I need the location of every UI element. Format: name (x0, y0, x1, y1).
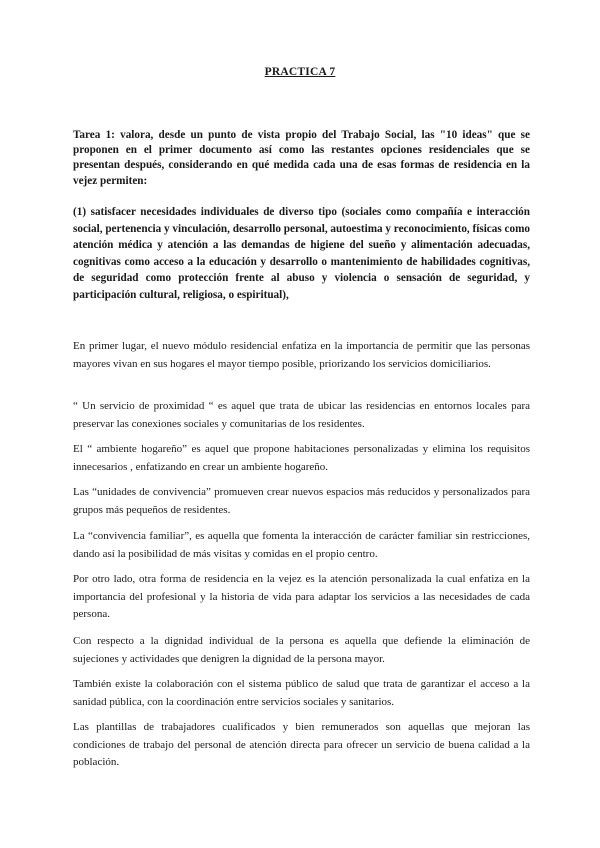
task-statement: Tarea 1: valora, desde un punto de vista propio del Trabajo Social, las "10 ideas" que se proponen en el primer documento así como las restantes opciones residenciales que se presentan después, considerando en qué medida cada una de esas formas de residencia en la vejez permiten: (73, 129, 530, 187)
paragraph-1: En primer lugar, el nuevo módulo residencial enfatiza en la importancia de permitir que las personas mayores vivan en sus hogares el mayor tiempo posible, priorizando los servicios domiciliarios. (73, 340, 530, 370)
paragraph-7: Con respecto a la dignidad individual de la persona es aquella que defiende la eliminación de sujeciones y actividades que denigren la dignidad de la persona mayor. (73, 635, 530, 665)
paragraph-5: La “convivencia familiar”, es aquella que fomenta la interacción de carácter familiar sin restricciones, dando así la posibilidad de más visitas y comidas en el propio centro. (73, 530, 530, 560)
needs-statement: (1) satisfacer necesidades individuales de diverso tipo (sociales como compañía e interacción social, pertenencia y vinculación, desarrollo personal, autoestima y reconocimiento, físicas como atención médica y atención a las demandas de higiene del sueño y alimentación adecuadas, cognitivas como acceso a la educación y desarrollo o mantenimiento de habilidades cognitivas, de seguridad como protección frente al abuso y violencia o sensación de seguridad, y participación cultural, religiosa, o espiritual), (73, 206, 530, 301)
paragraph-9: Las plantillas de trabajadores cualificados y bien remunerados son aquellas que mejoran las condiciones de trabajo del personal de atención directa para ofrecer un servicio de buena calidad a la población. (73, 721, 530, 769)
paragraph-2: “ Un servicio de proximidad “ es aquel que trata de ubicar las residencias en entornos locales para preservar las conexiones sociales y comunitarias de los residentes. (73, 400, 530, 430)
paragraph-3: El “ ambiente hogareño” es aquel que propone habitaciones personalizadas y elimina los requisitos innecesarios , enfatizando en crear un ambiente hogareño. (73, 443, 530, 473)
paragraph-8: También existe la colaboración con el sistema público de salud que trata de garantizar el acceso a la sanidad pública, con la coordinación entre servicios sociales y sanitarios. (73, 678, 530, 708)
paragraph-4: Las “unidades de convivencia” promueven crear nuevos espacios más reducidos y personalizados para grupos más pequeños de residentes. (73, 486, 530, 516)
page-title: PRACTICA 7 (264, 66, 336, 78)
paragraph-6: Por otro lado, otra forma de residencia en la vejez es la atención personalizada la cual enfatiza en la importancia del profesional y la historia de vida para adaptar los servicios a las necesidades de cada persona. (73, 573, 530, 621)
